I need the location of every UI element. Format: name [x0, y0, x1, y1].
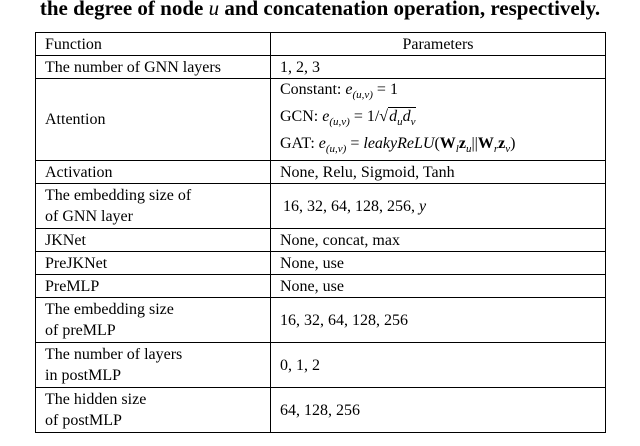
- table-row: [36, 275, 606, 298]
- table-row: [36, 184, 606, 229]
- parameters-cell-attention: [271, 79, 606, 161]
- function-cell: PreJKNet: [36, 252, 271, 275]
- attention-gcn-line: GCN: $e_{(u,v)} = 1/√d_ud_v$: [280, 108, 416, 128]
- attention-constant-line: Constant: $e_{(u,v)} = 1$: [280, 81, 398, 101]
- parameters-cell: 64, 128, 256: [271, 388, 606, 433]
- parameters-cell: 16, 32, 64, 128, 256: [271, 298, 606, 343]
- function-cell: The number of layers in postMLP: [36, 343, 271, 388]
- table-row: [36, 161, 606, 184]
- function-cell: The hidden size of postMLP: [36, 388, 271, 433]
- sqrt-symbol: √: [379, 108, 389, 125]
- parameters-cell: 0, 1, 2: [271, 343, 606, 388]
- parameters-cell: None, use: [271, 275, 606, 298]
- caption-variable: u: [208, 0, 220, 20]
- table-row: [36, 343, 606, 388]
- caption-text-before: the degree of node: [39, 0, 209, 20]
- table-row: [36, 388, 606, 433]
- function-cell: The number of GNN layers: [36, 56, 271, 79]
- function-cell: PreMLP: [36, 275, 271, 298]
- header-function: Function: [36, 33, 271, 56]
- parameters-cell: 1, 2, 3: [271, 56, 606, 79]
- parameters-cell: None, use: [271, 252, 606, 275]
- table-row: [36, 56, 606, 79]
- parameters-cell: 16, 32, 64, 128, 256, y: [271, 184, 606, 229]
- caption-text-after: and concatenation operation, respectively.: [219, 0, 601, 20]
- table-row: [36, 252, 606, 275]
- attention-gat-line: GAT: $e_{(u,v)}$ = $leakyReLU(W_lz_u||W_rz_v)$: [280, 135, 516, 155]
- function-cell: JKNet: [36, 229, 271, 252]
- function-cell: Attention: [36, 79, 271, 161]
- function-cell: The embedding size of preMLP: [36, 298, 271, 343]
- parameters-cell: None, concat, max: [271, 229, 606, 252]
- parameters-table: [35, 32, 606, 433]
- table-row: [36, 229, 606, 252]
- function-cell: The embedding size of of GNN layer: [36, 184, 271, 229]
- function-cell: Activation: [36, 161, 271, 184]
- parameters-cell: None, Relu, Sigmoid, Tanh: [271, 161, 606, 184]
- table-header-row: [36, 33, 606, 56]
- header-parameters: Parameters: [271, 33, 606, 56]
- table-row: [36, 298, 606, 343]
- table-row: [36, 79, 606, 161]
- table-caption: [0, 0, 640, 22]
